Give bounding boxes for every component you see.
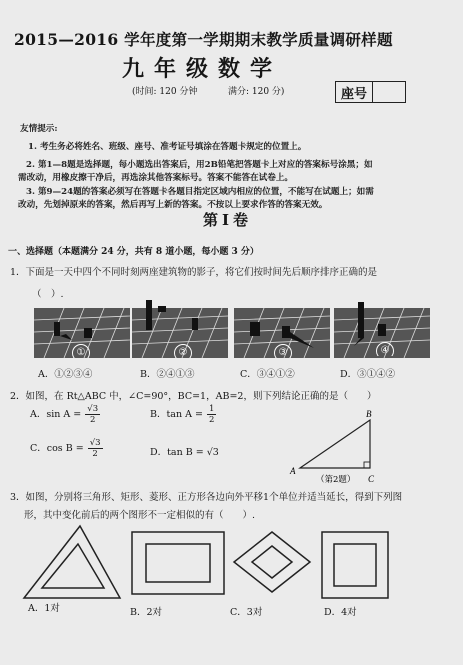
notice-heading: 友情提示: [20,124,58,134]
q2-option-c-fraction [88,438,103,459]
q1-paren: （ ）. [32,289,64,300]
fraction-denominator: 2 [208,415,215,425]
q1-picture-4 [334,302,430,358]
exam-time: (时间: 120 分钟 [132,87,198,97]
notice-item-1: 1. 考生务必将姓名、班级、座号、准考证号填涂在答题卡规定的位置上。 [28,142,307,152]
vertex-b-label: B [366,410,372,419]
figure-caption: （第2题） [316,475,356,485]
q2-stem: 2．如图，在 Rt△ABC 中，∠C=90°，BC=1，AB=2，则下列结论正确的是（ ） [10,391,377,402]
fraction-denominator: 2 [90,415,96,425]
q1-picture-3 [234,306,330,358]
q2-option-d: D．tan B = √3 [150,447,219,458]
fraction-denominator: 2 [92,449,98,459]
q1-option-a: A．①②③④ [38,369,93,380]
q2-option-a-fraction [85,404,100,425]
q2-option-a [30,404,101,425]
fraction-numerator: √3 [87,404,99,414]
part-title: 第Ⅰ卷 [203,211,253,229]
q2-option-b [150,404,217,425]
vertex-c-label: C [368,474,375,484]
vertex-a-label: A [290,466,296,476]
seat-number-box [335,81,406,103]
fraction-numerator: 1 [208,404,215,414]
picture-label-4: ④ [376,342,394,356]
section-heading: 一、选择题（本题满分 24 分，共有 8 道小题，每小题 3 分） [8,247,259,257]
exam-score: 满分: 120 分) [228,87,285,97]
q3-option-c: C．3对 [230,607,263,618]
seat-blank [373,82,405,102]
q2-option-c [30,438,104,459]
q3-rhombus-figure [232,530,312,594]
notice-item-2b: 需改动，用橡皮擦干净后，再选涂其他答案标号。答案不能答在试卷上。 [18,173,294,183]
subject-title: 九年级数学 [122,56,283,82]
fraction-numerator: √3 [89,438,101,448]
q3-triangle-figure [22,524,122,600]
q2-option-a-prefix: A．sin A = [30,409,82,420]
q3-stem: 3．如图，分别将三角形、矩形、菱形、正方形各边向外平移1个单位并适当延长，得到下列图 [10,492,403,503]
q1-option-b: B．②④①③ [140,369,195,380]
q3-option-b: B．2对 [130,607,163,618]
q2-triangle-figure [288,410,388,490]
notice-item-2a: 2. 第1—8题是选择题，每小题选出答案后，用2B铅笔把答题卡上对应的答案标号涂黑；如 [26,160,373,170]
q3-option-a: A．1对 [28,603,60,614]
q3-option-d: D．4对 [324,607,357,618]
q1-option-c: C．③④①② [240,369,295,380]
q3-square-figure [320,530,390,600]
q2-option-b-fraction [207,404,216,425]
seat-label: 座号 [336,82,373,102]
q2-option-b-prefix: B．tan A = [150,409,203,420]
q1-picture-2 [132,300,228,358]
exam-title: 2015—2016 学年度第一学期期末教学质量调研样题 [14,30,393,49]
q2-option-c-prefix: C．cos B = [30,443,84,454]
notice-item-3b: 改动，先划掉原来的答案，然后再写上新的答案。不按以上要求作答的答案无效。 [18,200,328,210]
picture-label-1: ① [72,344,90,358]
q3-rectangle-figure [130,530,226,596]
picture-label-2: ② [174,344,192,358]
picture-label-3: ③ [274,344,292,358]
q3-stem-cont: 形，其中变化前后的两个图形不一定相似的有（ ）. [24,510,256,521]
q1-picture-1 [34,308,130,358]
notice-item-3a: 3. 第9—24题的答案必须写在答题卡各题目指定区域内相应的位置，不能写在试题上；如需 [26,187,374,197]
q1-option-d: D．③①④② [340,369,396,380]
q1-stem: 1．下面是一天中四个不同时刻两座建筑物的影子，将它们按时间先后顺序排序正确的是 [10,267,378,278]
